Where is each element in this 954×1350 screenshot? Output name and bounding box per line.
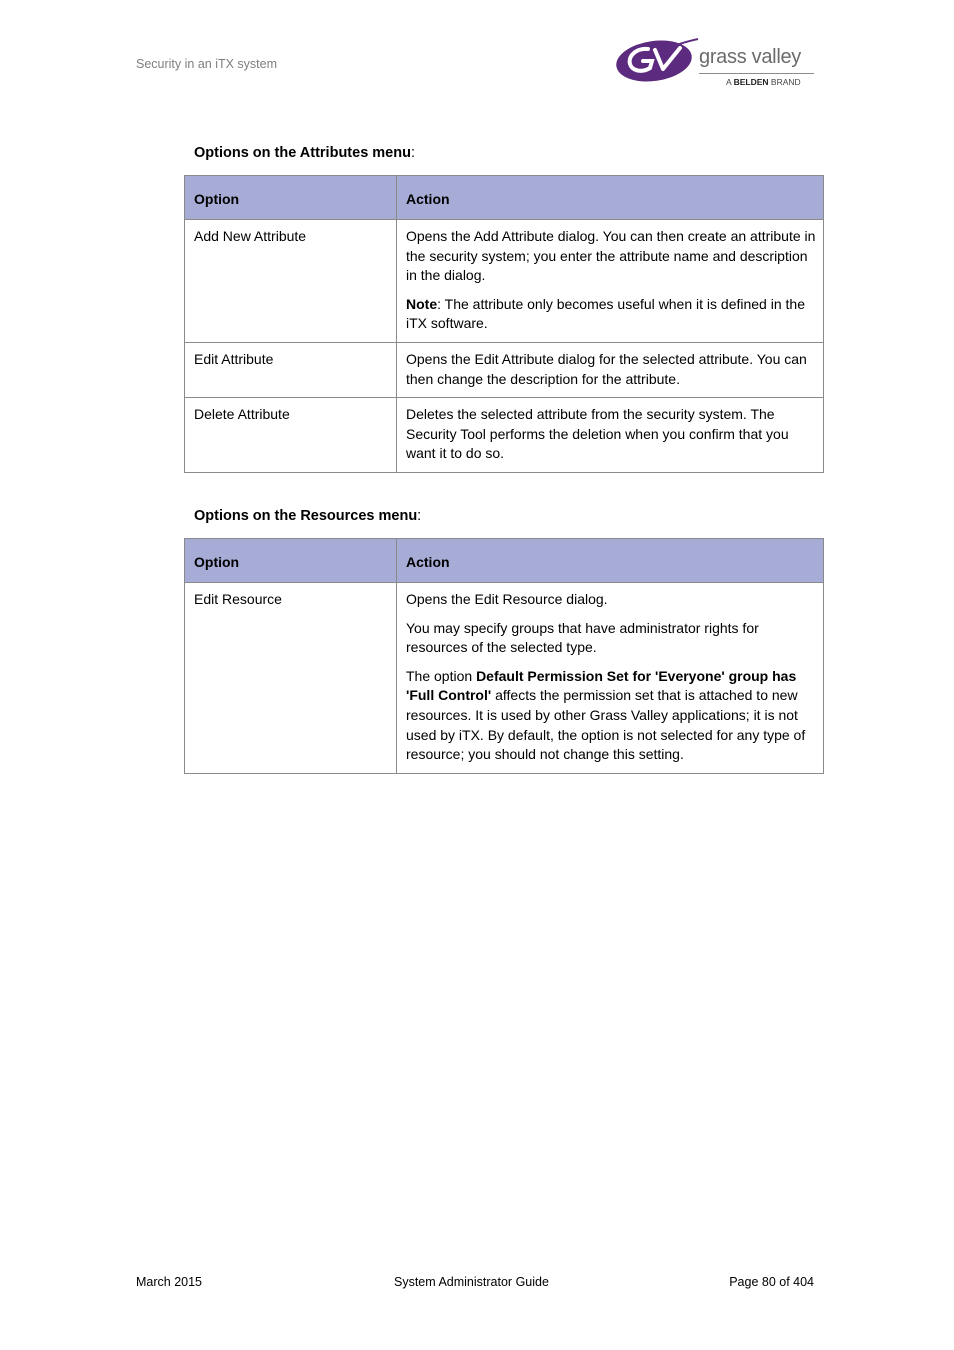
action-text: The option Default Permission Set for 'Everyone' group has 'Full Control' affects the permission set that is attached to new resources. It is used by other Grass Valley applications; it is not used by iTX. By default, the option is not selected for any type of resource; you should not change this setting.	[406, 667, 806, 763]
option-cell: Add New Attribute	[185, 220, 397, 343]
column-header-option: Option	[185, 176, 397, 220]
table-header-row	[185, 176, 824, 220]
action-cell	[397, 342, 824, 397]
note-text: Note: The attribute only becomes useful when it is defined in the iTX software.	[406, 295, 805, 332]
column-header-action: Action	[397, 176, 824, 220]
running-header-title: Security in an iTX system	[136, 57, 278, 71]
logo-tagline: A BELDEN BRAND	[726, 77, 801, 87]
footer-doc-title: System Administrator Guide	[394, 1275, 549, 1289]
resources-options-table	[184, 538, 824, 774]
option-cell: Edit Resource	[185, 583, 397, 774]
table-row	[185, 342, 824, 397]
action-text: Opens the Add Attribute dialog. You can then create an attribute in the security system; you enter the attribute name and description in the dialog.	[406, 228, 816, 284]
column-header-option: Option	[185, 539, 397, 583]
table-header-row	[185, 539, 824, 583]
logo-divider	[699, 73, 814, 74]
attributes-options-table	[184, 175, 824, 473]
table-row	[185, 583, 824, 774]
action-text: Deletes the selected attribute from the security system. The Security Tool performs the deletion when you confirm that you want it to do so.	[406, 406, 789, 462]
action-cell	[397, 220, 824, 343]
action-cell	[397, 398, 824, 473]
footer-page-number: Page 80 of 404	[729, 1275, 814, 1289]
action-text: You may specify groups that have administrator rights for resources of the selected type.	[406, 619, 759, 656]
footer-date: March 2015	[136, 1275, 203, 1289]
action-cell	[397, 583, 824, 774]
option-cell: Edit Attribute	[185, 342, 397, 397]
table-row	[185, 398, 824, 473]
option-cell: Delete Attribute	[185, 398, 397, 473]
grass-valley-logo	[614, 36, 820, 92]
table-row	[185, 220, 824, 343]
action-text: Opens the Edit Resource dialog.	[406, 591, 608, 607]
grass-valley-gv-logo-icon	[614, 36, 700, 86]
attributes-menu-heading: Options on the Attributes menu:	[194, 145, 415, 161]
logo-wordmark: grass valley	[699, 46, 801, 68]
resources-menu-heading: Options on the Resources menu:	[194, 508, 422, 524]
action-text: Opens the Edit Attribute dialog for the selected attribute. You can then change the description for the attribute.	[406, 350, 807, 387]
column-header-action: Action	[397, 539, 824, 583]
